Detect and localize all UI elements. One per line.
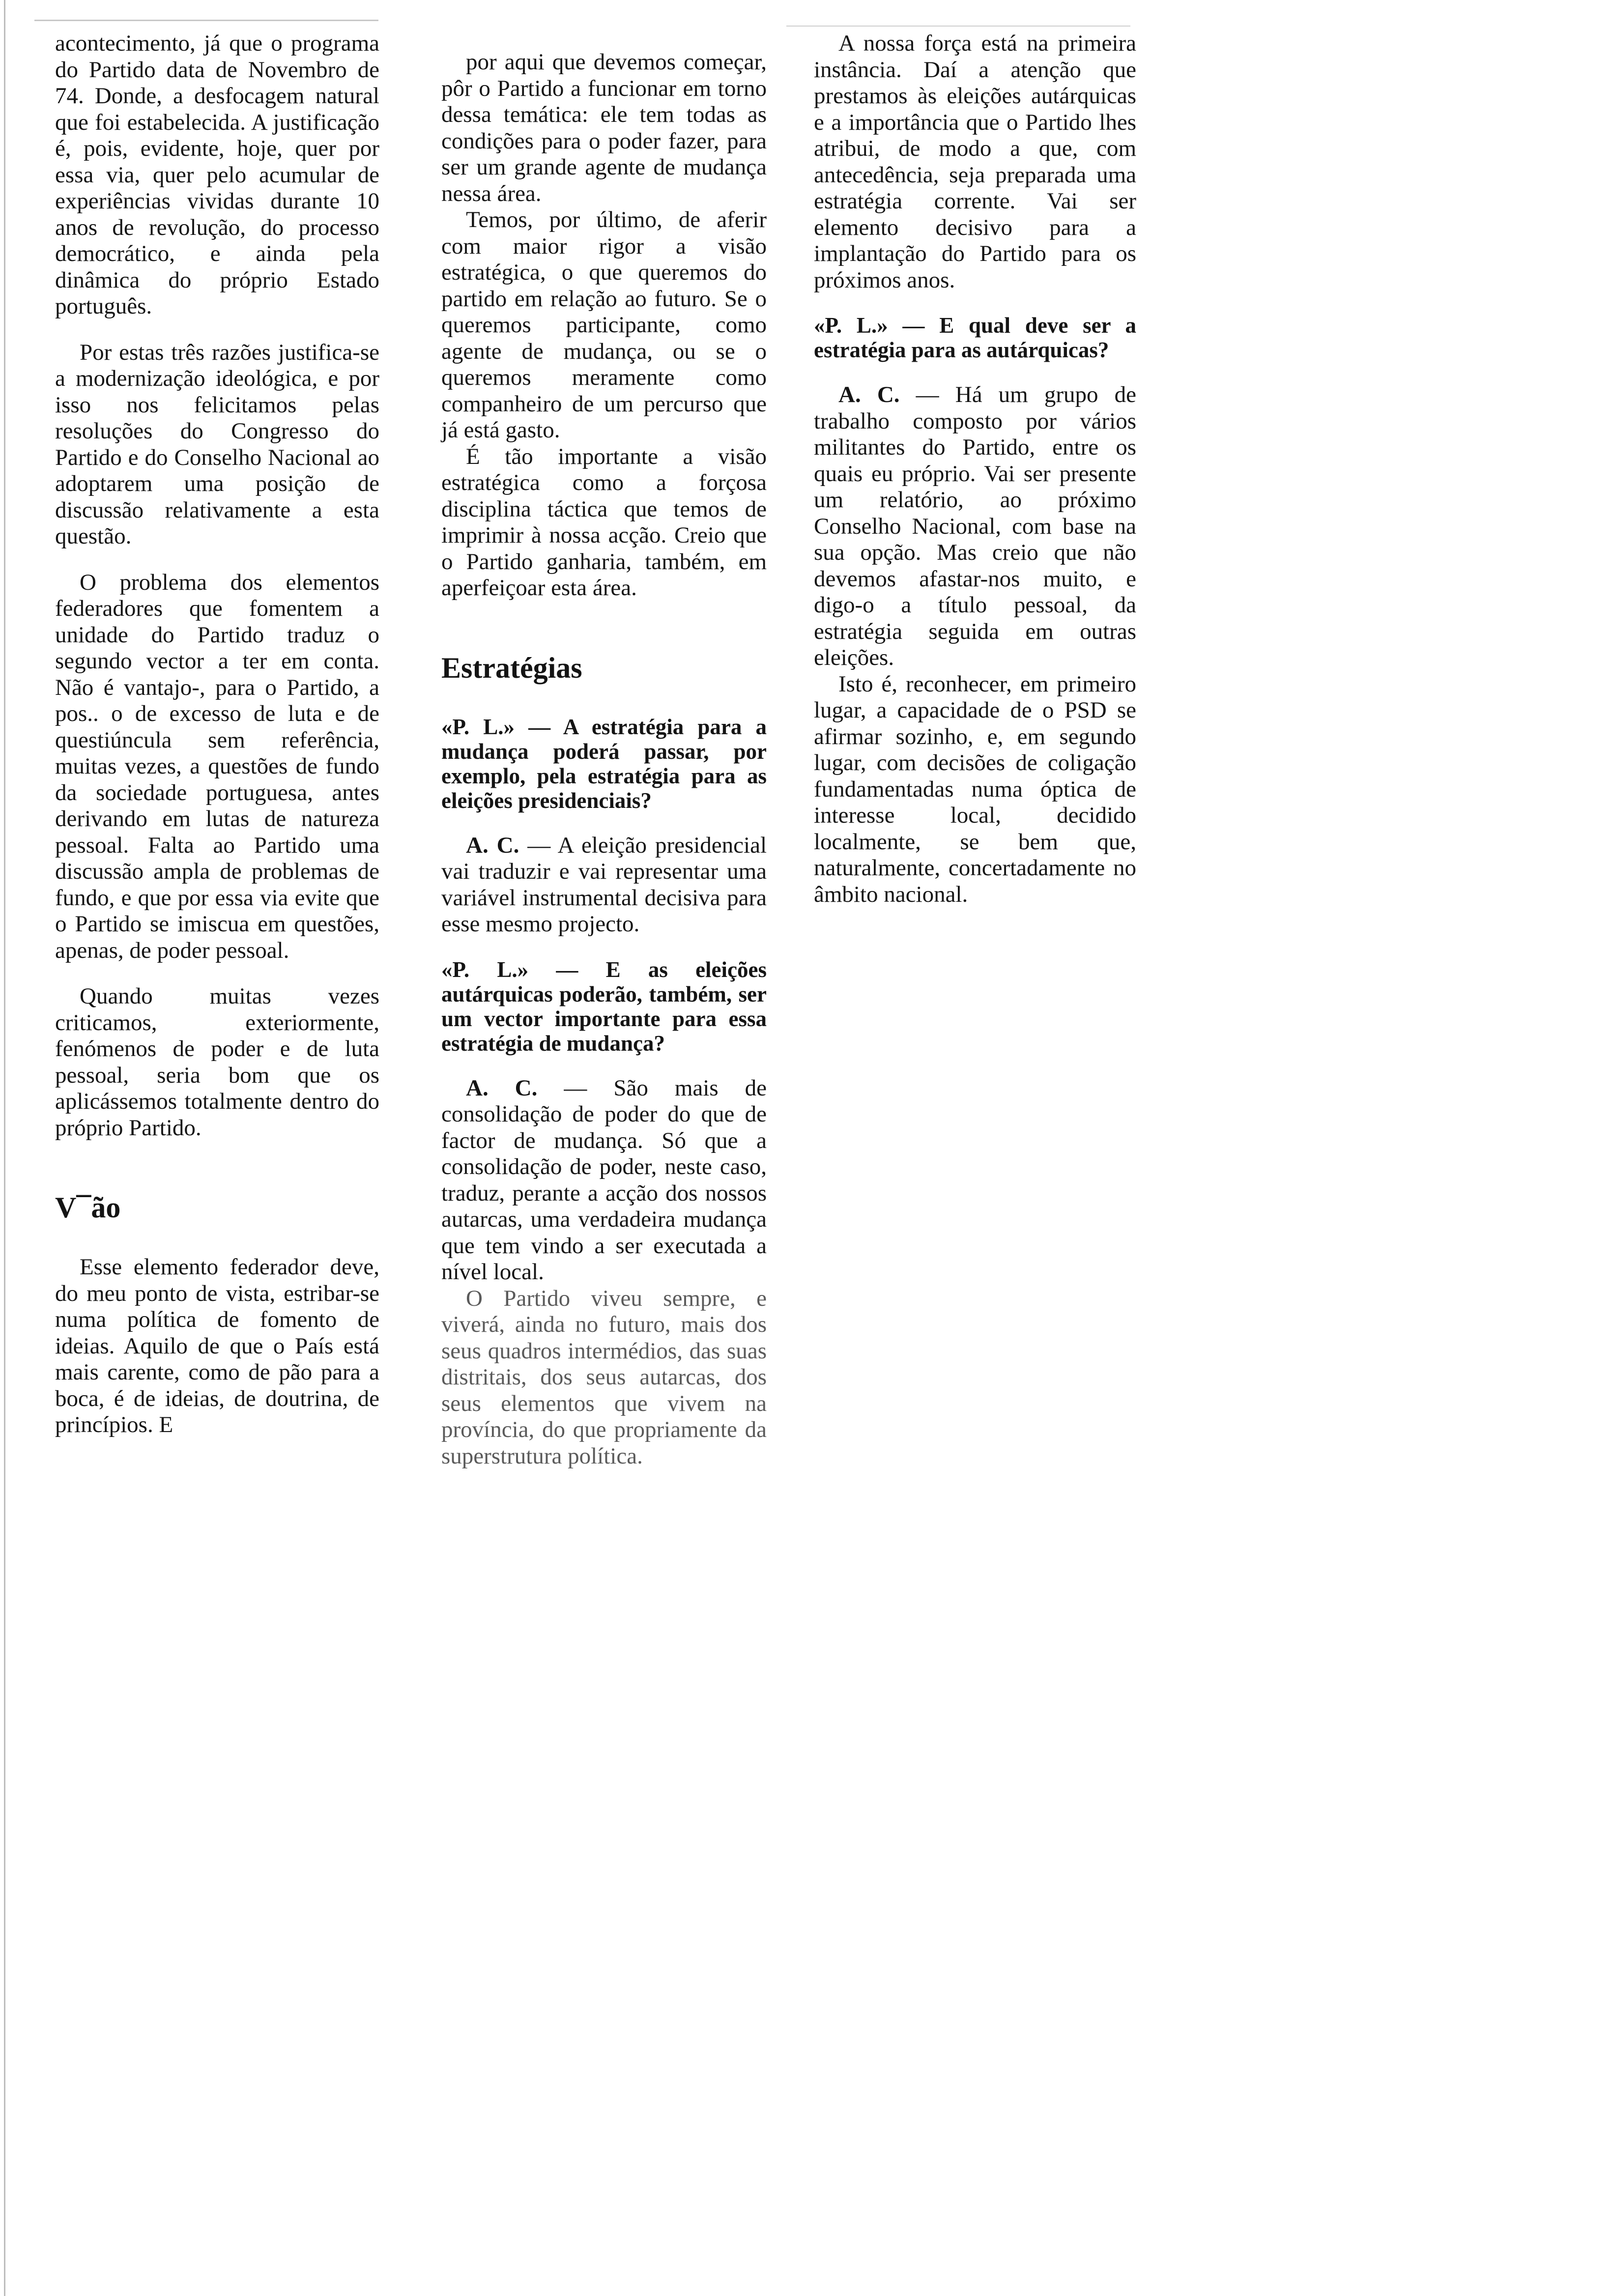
paragraph: Por estas três razões justifica-se a modernização ideológica, e por isso nos felicitamos pelas resoluções do Congresso do Partido e do Conselho Nacional ao adoptarem uma posição de discussão relativamente a esta questão. <box>55 339 379 549</box>
section-heading: V¯ão <box>55 1191 121 1224</box>
answer-text: — Há um grupo de trabalho composto por vários militantes do Partido, entre os quais eu próprio. Vai ser presente um relatório, ao próximo Conselho Nacional, com base na sua opção. Mas creio que não devemos afastar-nos muito, e digo-o a título pessoal, da estratégia seguida em outras eleições. <box>814 382 1137 670</box>
answer-speaker: A. C. <box>466 1075 538 1101</box>
paragraph: A nossa força está na primeira instância. Daí a atenção que prestamos às eleições autárquicas e a importância que o Partido lhes atribui, de modo a que, com antecedência, seja preparada uma estratégia corrente. Vai ser elemento decisivo para a implantação do Partido para os próximos anos. <box>814 30 1136 293</box>
interview-answer <box>441 1075 767 1286</box>
interview-question: «P. L.» — E qual deve ser a estratégia para as autárquicas? <box>814 313 1136 362</box>
paragraph: É tão importante a visão estratégica como a forçosa disciplina táctica que temos de imprimir à nossa acção. Creio que o Partido ganharia, também, em aperfeiçoar esta área. <box>441 443 767 601</box>
paragraph: acontecimento, já que o programa do Partido data de Novembro de 74. Donde, a desfocagem natural que foi estabelecida. A justificação é, pois, evidente, hoje, quer por essa via, quer pelo acumular de experiências vividas durante 10 anos de revolução, do processo democrático, e ainda pela dinâmica do próprio Estado português. <box>55 30 379 319</box>
interview-answer <box>814 382 1136 671</box>
article-column-2 <box>441 49 767 1489</box>
interview-question: «P. L.» — A estratégia para a mudança poderá passar, por exemplo, pela estratégia para as eleições presidenciais? <box>441 714 767 813</box>
interview-question: «P. L.» — E as eleições autárquicas poderão, também, ser um vector importante para essa estratégia de mudança? <box>441 957 767 1056</box>
paragraph: Temos, por último, de aferir com maior rigor a visão estratégica, o que queremos do partido em relação ao futuro. Se o queremos participante, como agente de mudança, ou se o queremos meramente como companheiro de um percurso que já está gasto. <box>441 207 767 443</box>
section-heading: Estratégias <box>441 651 582 684</box>
answer-speaker: A. C. <box>838 382 900 407</box>
answer-text: — São mais de consolidação de poder do que de factor de mudança. Só que a consolidação de poder, neste caso, traduz, perante a acção dos nossos autarcas, uma verdadeira mudança que tem vindo a ser executada a nível local. <box>441 1075 767 1285</box>
paragraph: Quando muitas vezes criticamos, exteriormente, fenómenos de poder e de luta pessoal, seria bom que os aplicássemos totalmente dentro do próprio Partido. <box>55 983 379 1141</box>
article-column-3 <box>814 30 1136 927</box>
paragraph: Isto é, reconhecer, em primeiro lugar, a capacidade de o PSD se afirmar sozinho, e, em segundo lugar, com decisões de coligação fundamentadas numa óptica de interesse local, decidido localmente, se bem que, naturalmente, concertadamente no âmbito nacional. <box>814 671 1136 907</box>
answer-text: — A eleição presidencial vai traduzir e vai representar uma variável instrumental decisiva para esse mesmo projecto. <box>441 832 767 937</box>
scan-top-smudge <box>786 26 1130 27</box>
scan-top-smudge <box>34 20 378 21</box>
answer-speaker: A. C. <box>466 832 519 858</box>
paragraph: O Partido viveu sempre, e viverá, ainda no futuro, mais dos seus quadros intermédios, das suas distritais, dos seus autarcas, dos seus elementos que vivem na província, do que propriamente da superstrutura política. <box>441 1285 767 1469</box>
paragraph: por aqui que devemos começar, pôr o Partido a funcionar em torno dessa temática: ele tem todas as condições para o poder fazer, para ser um grande agente de mudança nessa área. <box>441 49 767 206</box>
paragraph: Esse elemento federador deve, do meu ponto de vista, estribar-se numa política de fomento de ideias. Aquilo de que o País está mais carente, como de pão para a boca, é de ideias, de doutrina, de princípios. E <box>55 1254 379 1437</box>
article-column-1 <box>55 30 379 1458</box>
paragraph: O problema dos elementos federadores que fomentem a unidade do Partido traduz o segundo vector a ter em conta. Não é vantajo-, para o Partido, a pos.. o de excesso de luta e de questiúncula sem referência, muitas vezes, a questões de fundo da sociedade portuguesa, antes derivando em lutas de natureza pessoal. Falta ao Partido uma discussão ampla de problemas de fundo, e que por essa via evite que o Partido se imiscua em questões, apenas, de poder pessoal. <box>55 569 379 963</box>
scan-edge-line <box>4 0 5 2296</box>
interview-answer <box>441 832 767 938</box>
